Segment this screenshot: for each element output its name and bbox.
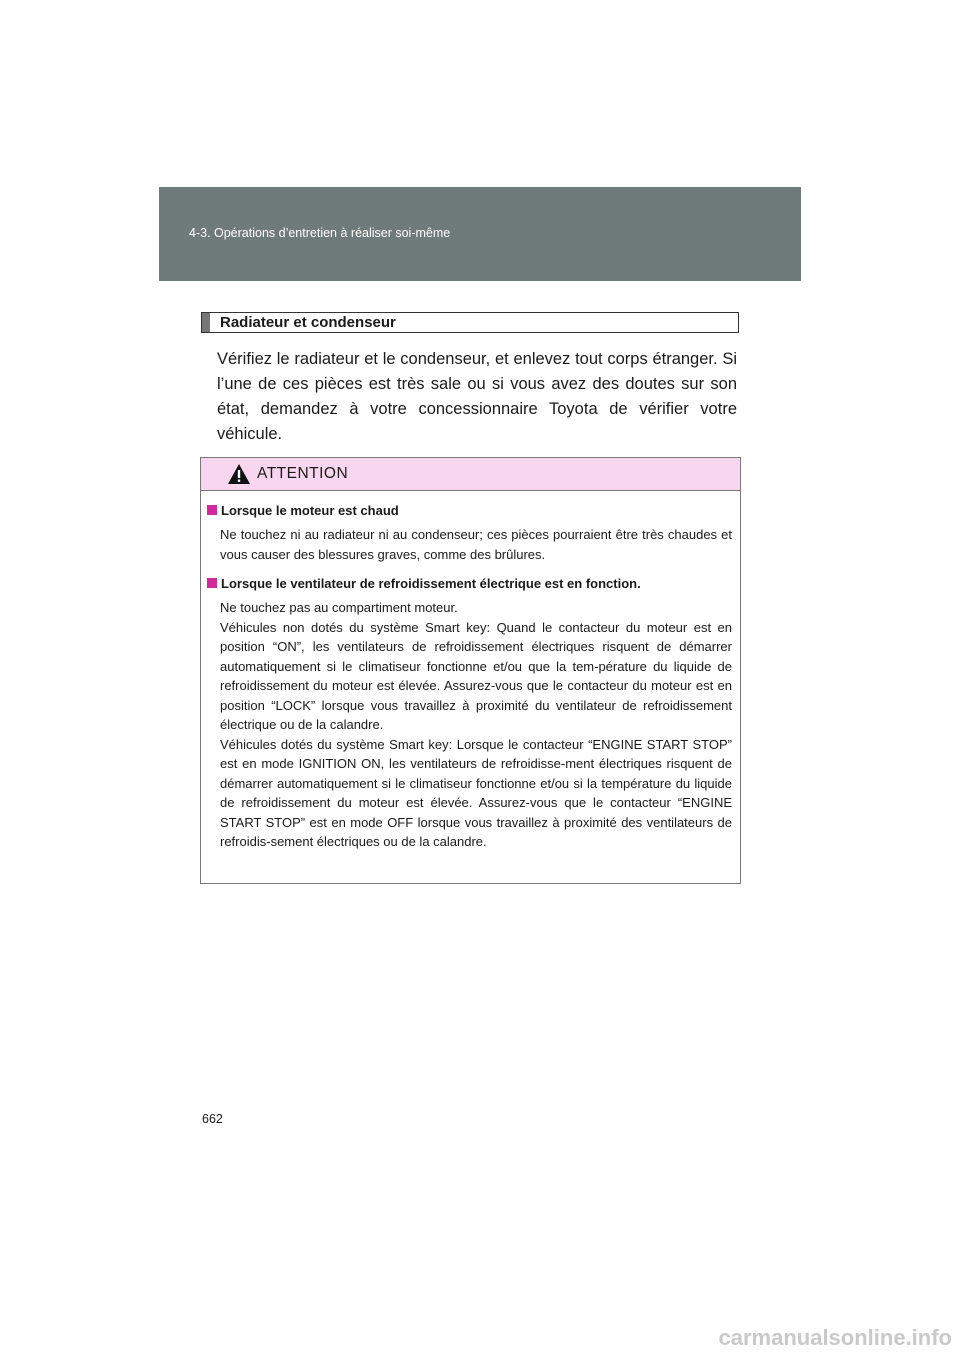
section-heading-label: Radiateur et condenseur <box>220 314 396 331</box>
warning-body <box>201 491 740 852</box>
page-number: 662 <box>202 1112 223 1126</box>
warning-paragraph: Véhicules dotés du système Smart key: Lorsque le contacteur “ENGINE START STOP” est en mode IGNITION ON, les ventilateurs de refroidisse-ment électriques risquent de démarrer automatiquement si le climatiseur fonctionne et/ou si la température du liquide de refroidissement du moteur est élevée. Assurez-vous que le contacteur “ENGINE START STOP” est en mode OFF lorsque vous travaillez à proximité des ventilateurs de refroidis-sement électriques ou de la calandre. <box>220 736 732 849</box>
section-heading-bar <box>202 313 210 332</box>
warning-item-title <box>201 501 740 520</box>
square-bullet-icon <box>207 505 217 515</box>
chapter-title: 4-3. Opérations d’entretien à réaliser soi-même <box>189 226 451 240</box>
square-bullet-icon <box>207 578 217 588</box>
warning-item-title <box>201 574 740 593</box>
intro-paragraph: Vérifiez le radiateur et le condenseur, et enlevez tout corps étranger. Si l’une de ces pièces est très sale ou si vous avez des doutes sur son état, demandez à votre concessionnaire Toyota de vérifier votre véhicule. <box>217 350 737 443</box>
warning-label: ATTENTION <box>257 465 349 482</box>
watermark: carmanualsonline.info <box>718 1325 952 1350</box>
warning-item-title-text: Lorsque le moteur est chaud <box>221 503 399 518</box>
warning-paragraph: Ne touchez ni au radiateur ni au condenseur; ces pièces pourraient être très chaudes et vous causer des blessures graves, comme des brûlures. <box>220 527 732 562</box>
warning-item-text <box>220 525 732 564</box>
warning-item-text <box>220 598 732 852</box>
section-heading <box>201 312 739 333</box>
warning-item <box>201 574 740 852</box>
warning-triangle-icon <box>227 463 251 485</box>
warning-item-title-text: Lorsque le ventilateur de refroidissement électrique est en fonction. <box>221 576 641 591</box>
warning-paragraph: Ne touchez pas au compartiment moteur. <box>220 600 458 615</box>
warning-item <box>201 501 740 564</box>
warning-box <box>200 457 741 884</box>
warning-paragraph: Véhicules non dotés du système Smart key: Quand le contacteur du moteur est en position “ON”, les ventilateurs de refroidissement électriques risquent de démarrer automatiquement si le climatiseur fonctionne et/ou que la tem-pérature du liquide de refroidissement du moteur est élevée. Assurez-vous que le contacteur du moteur est en position “LOCK” lorsque vous travaillez à proximité du ventilateur de refroidissement électrique ou de la calandre. <box>220 619 732 732</box>
warning-header <box>201 458 740 491</box>
chapter-header-band <box>159 187 801 281</box>
